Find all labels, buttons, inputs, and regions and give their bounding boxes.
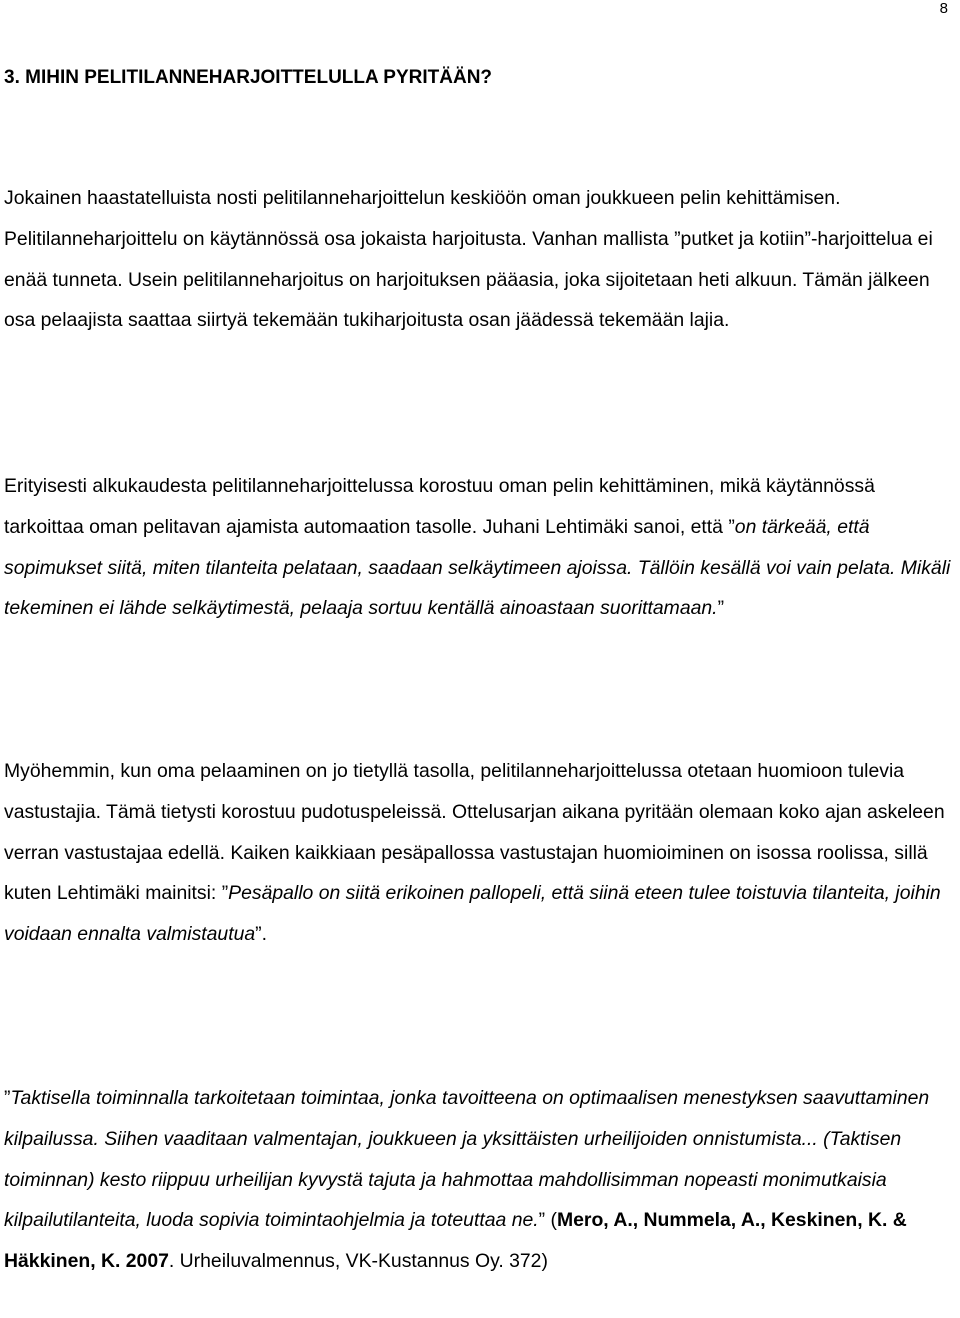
paragraph-tactics-quote xyxy=(4,1078,954,1282)
page-number: 8 xyxy=(939,0,948,17)
citation-source: . Urheiluvalmennus, VK-Kustannus Oy. 372) xyxy=(168,1250,548,1273)
closing-quote-mark: ”. xyxy=(255,923,268,946)
paragraph-intro: Jokainen haastatelluista nosti pelitilanneharjoittelun keskiöön oman joukkueen pelin kehittämisen. Pelitilanneharjoittelu on käytännössä osa jokaista harjoitusta. Vanhan mallista ”putket ja kotiin”-harjoittelua ei enää tunneta. Usein pelitilanneharjoitus on harjoituksen pääasia, joka sijoitetaan heti alkuun. Tämän jälkeen osa pelaajista saattaa siirtyä tekemään tukiharjoitusta osan jäädessä tekemään lajia. xyxy=(4,187,933,332)
paragraph-text: Myöhemmin, kun oma pelaaminen on jo tietyllä tasolla, pelitilanneharjoittelussa otetaan huomioon tulevia vastustajia. Tämä tietysti korostuu pudotuspeleissä. Ottelusarjan aikana pyritään olemaan koko ajan askeleen verran vastustajaa edellä. Kaiken kaikkiaan pesäpallossa vastustajan huomioiminen on isossa roolissa, sillä kuten Lehtimäki mainitsi: ” xyxy=(4,760,945,905)
paragraph-early-season xyxy=(4,466,954,629)
opening-quote-mark: ” xyxy=(4,1087,11,1109)
citation-authors: Mero, A., Nummela, A., Keskinen, K. & Häkkinen, K. 2007 xyxy=(4,1209,907,1273)
paragraph-opponents xyxy=(4,751,954,955)
paragraph-text: Erityisesti alkukaudesta pelitilanneharjoittelussa korostuu oman pelin kehittäminen, mikä käytännössä tarkoittaa oman pelitavan ajamista automaation tasolle. Juhani Lehtimäki sanoi, että ” xyxy=(4,475,875,538)
section-heading: 3. MIHIN PELITILANNEHARJOITTELULLA PYRITÄÄN? xyxy=(4,67,493,88)
quote-tactical-action: Taktisella toiminnalla tarkoitetaan toimintaa, jonka tavoitteena on optimaalisen menestyksen saavuttaminen kilpailussa. Siihen vaaditaan valmentajan, joukkueen ja yksittäisten urheilijoiden onnistumista... (Taktisen toiminnan) kesto riippuu urheilijan kyvystä tajuta ja hahmottaa mahdollisimman nopeasti monimutkaisia kilpailutilanteita, luoda sopivia toimintaohjelmia ja toteuttaa ne. xyxy=(4,1087,930,1232)
closing-quote-mark: ” xyxy=(717,597,725,620)
citation-open: ” ( xyxy=(538,1209,557,1232)
quote-lehtimaki: on tärkeää, että sopimukset siitä, miten tilanteita pelataan, saadaan selkäytimeen ajoissa. Tällöin kesällä voi vain pelata. Mikäli tekeminen ei lähde selkäytimestä, pelaaja sortuu kentällä ainoastaan suorittamaan. xyxy=(4,515,951,620)
quote-pesapallo: Pesäpallo on siitä erikoinen pallopeli, että siinä eteen tulee toistuvia tilanteita, joihin voidaan ennalta valmistautua xyxy=(4,882,941,946)
